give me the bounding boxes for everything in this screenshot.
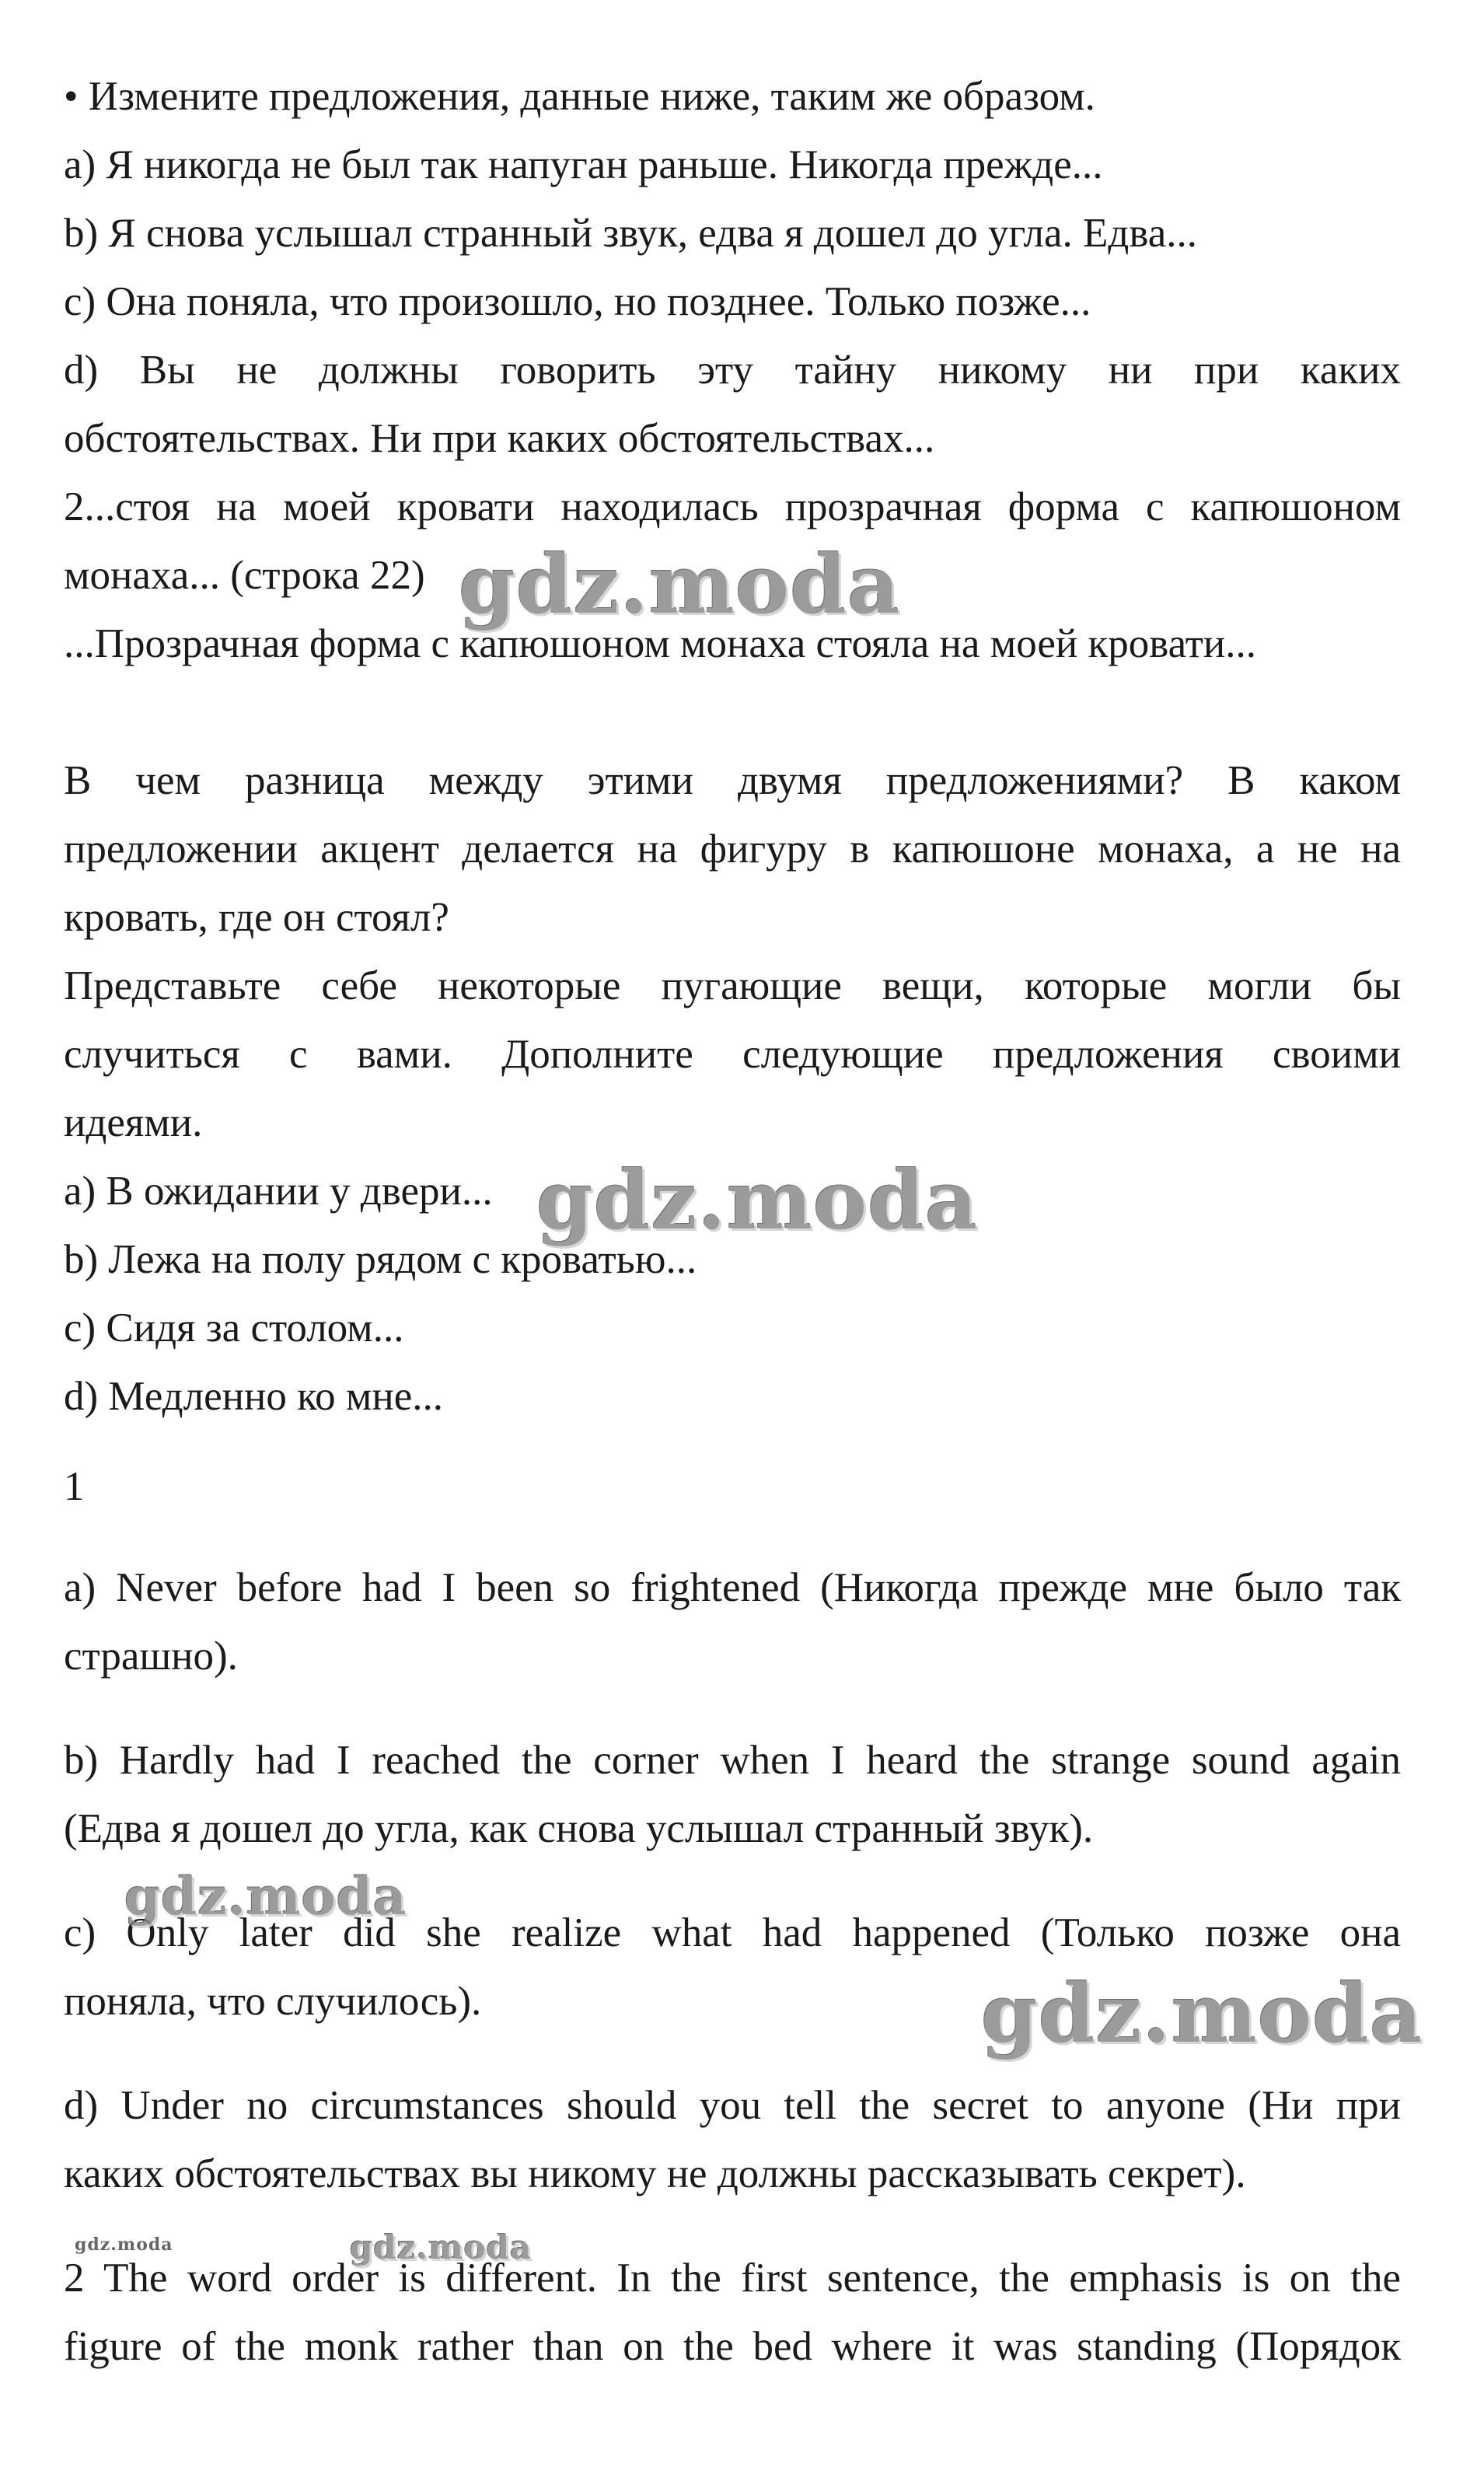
quote-line: 2...стоя на моей кровати находилась прозрачная форма с капюшоном: [64, 484, 1401, 529]
imagine-line: Представьте себе некоторые пугающие вещи, которые могли бы: [64, 963, 1401, 1008]
watermark-logo: gdz.moda: [124, 1866, 407, 1927]
answer-d-cont: каких обстоятельствах вы никому не должны рассказывать секрет).: [64, 2151, 1246, 2196]
task-line-a: a) Я никогда не был так напуган раньше. Никогда прежде...: [64, 142, 1103, 187]
task-line-b: b) Я снова услышал странный звук, едва я дошел до угла. Едва...: [64, 211, 1197, 256]
watermark-logo: gdz.moda: [75, 2235, 173, 2255]
instruction-line: • Измените предложения, данные ниже, таким же образом.: [64, 74, 1095, 119]
answer-2-cont: figure of the monk rather than on the bed where it was standing (Порядок: [64, 2324, 1401, 2369]
answer-number-1: 1: [64, 1464, 85, 1509]
watermark-logo: gdz.moda: [459, 536, 901, 632]
prompt-a: a) В ожидании у двери...: [64, 1169, 493, 1214]
answer-c: c) Only later did she realize what had happened (Только позже она: [64, 1910, 1401, 1955]
question-line-cont: предложении акцент делается на фигуру в капюшоне монаха, а не на: [64, 826, 1401, 872]
question-line: В чем разница между этими двумя предложениями? В каком: [64, 758, 1401, 803]
answer-d: d) Under no circumstances should you tell the secret to anyone (Ни при: [64, 2083, 1401, 2128]
task-line-c: c) Она поняла, что произошло, но позднее. Только позже...: [64, 279, 1091, 324]
question-line-end: кровать, где он стоял?: [64, 895, 449, 940]
watermark-logo: gdz.moda: [981, 1966, 1423, 2061]
answer-c-cont: поняла, что случилось).: [64, 1979, 482, 2024]
prompt-c: c) Сидя за столом...: [64, 1305, 404, 1351]
task-line-d: d) Вы не должны говорить эту тайну никому ни при каких: [64, 348, 1401, 393]
rewritten-sentence: ...Прозрачная форма с капюшоном монаха стояла на моей кровати...: [64, 621, 1257, 666]
answer-b: b) Hardly had I reached the corner when I heard the strange sound again: [64, 1738, 1401, 1783]
task-line-d-cont: обстоятельствах. Ни при каких обстоятельствах...: [64, 416, 935, 461]
watermark-logo: gdz.moda: [536, 1152, 979, 1248]
answer-2: 2 The word order is different. In the first sentence, the emphasis is on the: [64, 2256, 1401, 2301]
quote-line-cont: монаха... (строка 22): [64, 553, 425, 598]
answer-a: a) Never before had I been so frightened (Никогда прежде мне было так: [64, 1565, 1401, 1610]
answer-b-cont: (Едва я дошел до угла, как снова услышал странный звук).: [64, 1806, 1094, 1851]
prompt-b: b) Лежа на полу рядом с кроватью...: [64, 1237, 697, 1282]
answer-a-cont: страшно).: [64, 1634, 238, 1679]
imagine-line-cont: случиться с вами. Дополните следующие предложения своими: [64, 1032, 1401, 1077]
imagine-line-end: идеями.: [64, 1100, 203, 1145]
prompt-d: d) Медленно ко мне...: [64, 1374, 444, 1419]
watermark-logo: gdz.moda: [350, 2228, 532, 2266]
